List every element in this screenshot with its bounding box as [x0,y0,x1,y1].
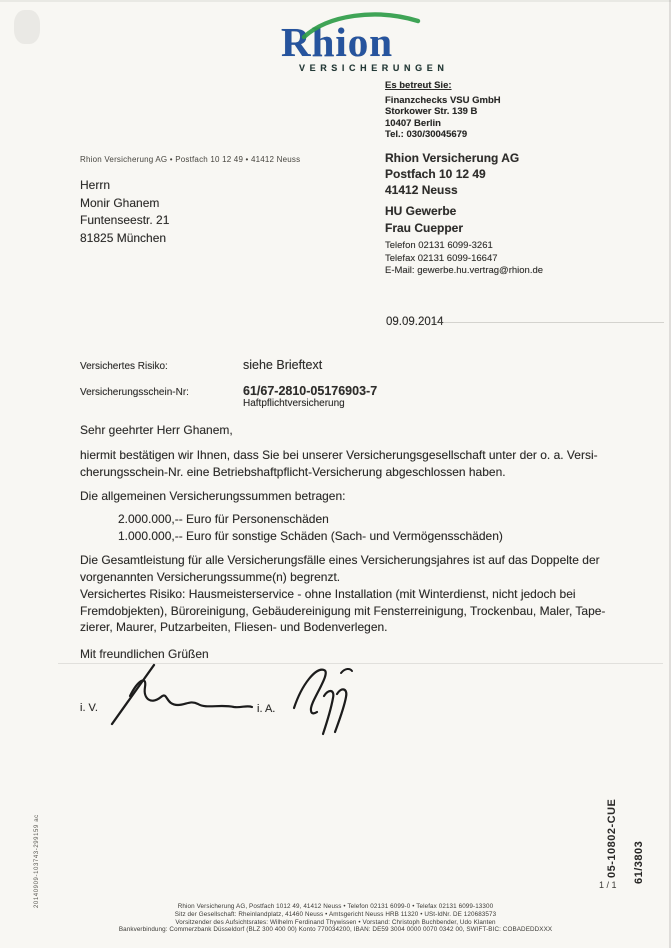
policy-number-value: 61/67-2810-05176903-7 [243,384,378,398]
signature-2-label: i. A. [257,703,276,715]
recipient-line: 81825 München [80,230,167,245]
rhion-logo-wordmark: Rhion [281,19,394,65]
issuer-address-line: Postfach 10 12 49 [385,167,486,181]
issuer-address-line: 41412 Neuss [385,183,458,197]
letter-date: 09.09.2014 [386,316,444,328]
signature-1-label: i. V. [80,702,98,714]
care-of-heading: Es betreut Sie: [385,80,452,91]
care-of-block [385,80,501,141]
paragraph-line: cherungsschein-Nr. eine Betriebshaftpflicht-Versicherung abgeschlossen haben. [80,464,506,479]
signature-2-handwriting [284,662,384,737]
paragraph-line: zierer, Maurer, Putzarbeiten, Fliesen- und Bodenverlegen. [80,620,388,634]
page-indicator: 1 / 1 [599,880,617,890]
document-code: 05-10802-CUE [606,798,618,878]
issuer-address-line: Rhion Versicherung AG [385,151,520,165]
issuer-fax: Telefax 02131 6099-16647 [385,252,498,264]
paragraph-insured-risk [80,586,605,636]
care-of-line: Storkower Str. 139 B [385,106,478,117]
sender-return-line: Rhion Versicherung AG • Postfach 10 12 49 • 41412 Neuss [80,155,301,164]
footer-line: Bankverbindung: Commerzbank Düsseldorf (BLZ 300 400 00) Konto 770034200, IBAN: DE59 3004 0000 0070 0342 00, SWIFT-BIC: COBADEDDXXX [118,926,553,934]
footer-line: Sitz der Gesellschaft: Rheinlandplatz, 41460 Neuss • Amtsgericht Neuss HRB 11320 • USt-IdNr. DE 120683573 [174,910,497,918]
paragraph-line: Versichertes Risiko: Hausmeisterservice - ohne Installation (mit Winterdienst, nicht jedoch bei [80,587,576,601]
logo-swoosh-icon [300,10,422,40]
salutation: Sehr geehrter Herr Ghanem, [80,423,233,437]
scan-edge-shadow [0,0,671,2]
paragraph-total-benefit [80,552,600,585]
recipient-line: Herrn [80,178,111,192]
signature-1-handwriting [100,660,260,730]
logo-tagline: VERSICHERUNGEN [299,63,449,73]
policy-type: Haftpflichtversicherung [243,398,345,409]
closing-greeting: Mit freundlichen Grüßen [80,647,209,661]
care-of-line: Finanzchecks VSU GmbH [385,94,501,106]
recipient-address-block [80,177,169,247]
paragraph-line: Fremdobjekten), Büroreinigung, Gebäudereinigung mit Fensterreinigung, Trockenbau, Maler, Tape- [80,603,606,618]
footer-line: Rhion Versicherung AG, Postfach 1012 49, 41412 Neuss • Telefon 02131 6099-0 • Telefax 02131 6099-13300 [177,903,494,910]
paragraph-line: Die Gesamtleistung für alle Versicherungsfälle eines Versicherungsjahres ist auf das Doppelte der [80,553,600,567]
paragraph-line: hiermit bestätigen wir Ihnen, dass Sie bei unserer Versicherungsgesellschaft unter der o. a. Versi- [80,448,598,462]
sums-intro: Die allgemeinen Versicherungssummen betragen: [80,489,346,503]
issuer-department: HU Gewerbe [385,204,457,218]
insurance-sums-list [118,511,503,544]
care-of-line: 10407 Berlin [385,117,441,129]
issuer-address-block [385,150,519,198]
scan-crease-line [58,663,663,664]
care-of-line: Tel.: 030/30045679 [385,129,468,140]
risk-label: Versichertes Risiko: [80,361,168,372]
issuer-email: E-Mail: gewerbe.hu.vertrag@rhion.de [385,265,544,276]
scan-crease-line [432,322,664,323]
form-code: 61/3803 [633,840,645,884]
risk-value: siehe Brieftext [243,358,323,372]
paragraph-line: vorgenannten Versicherungssumme(n) begrenzt. [80,569,341,584]
sum-personal-damage: 2.000.000,-- Euro für Personenschäden [118,512,329,526]
recipient-line: Funtenseestr. 21 [80,213,170,227]
issuer-contact-person: Frau Cuepper [385,221,464,235]
issuer-department-block [385,203,463,237]
policy-number-label: Versicherungsschein-Nr: [80,387,189,398]
issuer-phone: Telefon 02131 6099-3261 [385,240,493,251]
paragraph-confirmation [80,447,598,480]
footer-line: Vorsitzender des Aufsichtsrates: Wilhelm Ferdinand Thywissen • Vorstand: Christoph Buchbender, Udo Klanten [175,918,496,926]
issuer-contact-block [385,240,543,278]
scan-code-left: 20140909-103743-299159 ac [34,814,40,908]
recipient-line: Monir Ghanem [80,195,160,210]
scan-smudge [14,10,40,44]
sum-other-damage: 1.000.000,-- Euro für sonstige Schäden (Sach- und Vermögensschäden) [118,528,503,543]
footer-imprint [119,903,552,934]
